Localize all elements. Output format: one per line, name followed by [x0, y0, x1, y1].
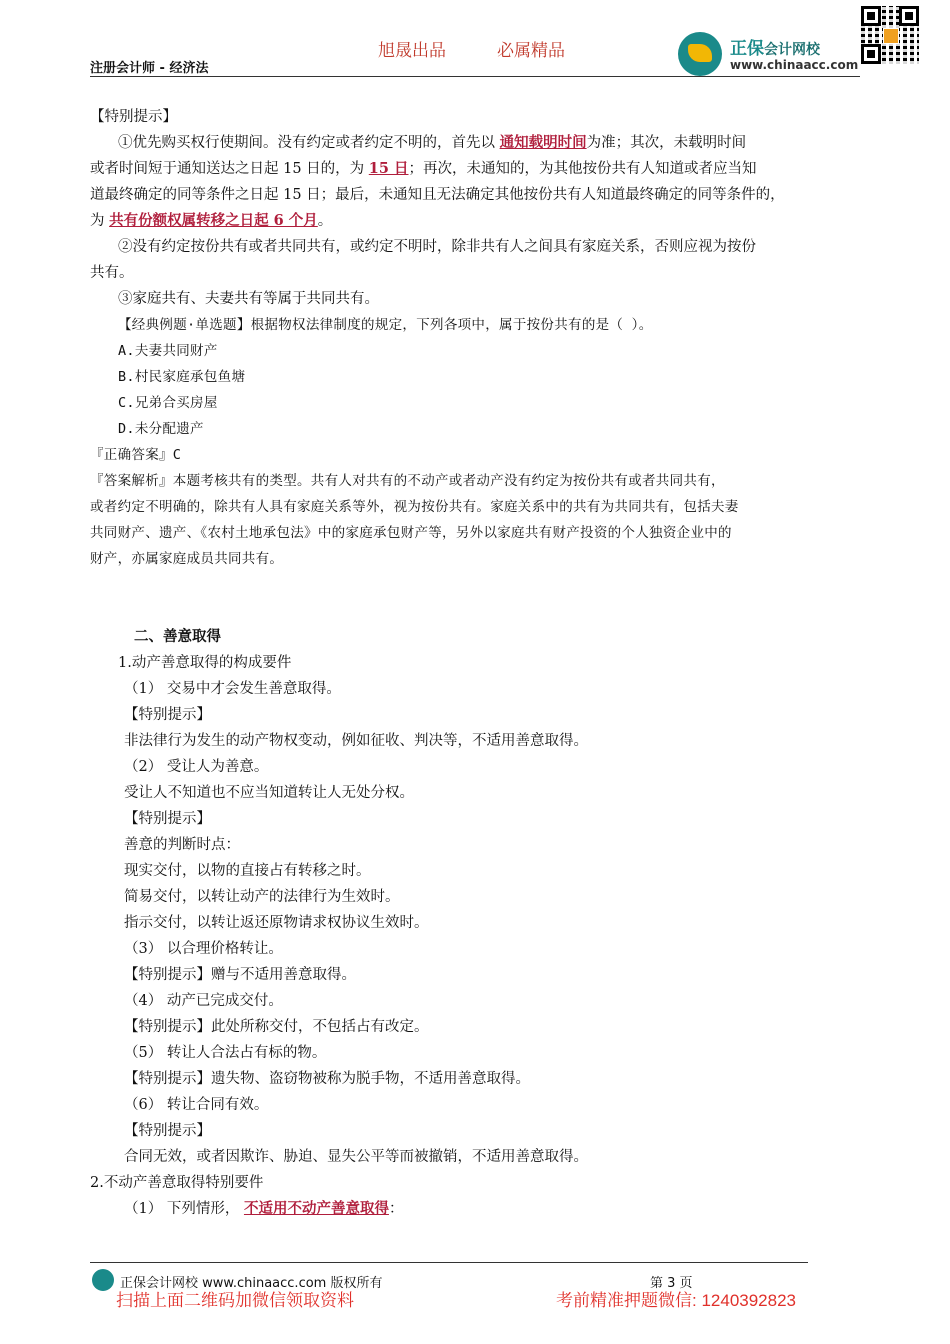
- page-number: 第 3 页: [650, 1276, 693, 1291]
- footer-copyright: 正保会计网校 www.chinaacc.com 版权所有: [120, 1276, 383, 1291]
- req-2-tip-4: 指示交付，以转让返还原物请求权协议生效时。: [124, 915, 429, 931]
- req-6-tip: 【特别提示】: [124, 1123, 211, 1139]
- req-1-tip-text: 非法律行为发生的动产物权变动，例如征收、判决等，不适用善意取得。: [124, 733, 588, 749]
- req-3: （3） 以合理价格转让。: [124, 941, 283, 957]
- req-4: （4） 动产已完成交付。: [124, 993, 283, 1009]
- subsection-1: 1.动产善意取得的构成要件: [118, 655, 292, 671]
- brand-name: 正保会计网校: [730, 39, 820, 59]
- req-5-tip: 【特别提示】遗失物、盗窃物被称为脱手物，不适用善意取得。: [124, 1071, 530, 1087]
- option-a: A.夫妻共同财产: [118, 343, 218, 359]
- tip2-line1: ②没有约定按份共有或者共同共有，或约定不明时，除非共有人之间具有家庭关系，否则应视为按份: [118, 239, 756, 255]
- example-question: 【经典例题·单选题】根据物权法律制度的规定，下列各项中，属于按份共有的是（ ）。: [118, 317, 653, 333]
- highlight-notice-time: 通知载明时间: [499, 134, 587, 151]
- subsection-2: 2.不动产善意取得特别要件: [90, 1175, 264, 1191]
- highlight-not-applicable: 不适用不动产善意取得: [243, 1200, 389, 1217]
- tip3: ③家庭共有、夫妻共有等属于共同共有。: [118, 291, 379, 307]
- req-2-tip-2: 现实交付，以物的直接占有转移之时。: [124, 863, 371, 879]
- req-2-tip: 【特别提示】: [124, 811, 211, 827]
- req-1: （1） 交易中才会发生善意取得。: [124, 681, 341, 697]
- req-2: （2） 受让人为善意。: [124, 759, 269, 775]
- tip1-line3: 道最终确定的同等条件之日起 15 日；最后，未通知且无法确定其他按份共有人知道最终确定的同等条件的，: [90, 187, 785, 203]
- section-heading: 二、善意取得: [134, 628, 221, 645]
- option-d: D.未分配遗产: [118, 421, 204, 437]
- highlight-15-days: 15 日: [368, 160, 409, 177]
- document-title: 注册会计师 - 经济法: [90, 61, 209, 76]
- option-c: C.兄弟合买房屋: [118, 395, 218, 411]
- header-slogan-1: 旭晟出品: [378, 41, 446, 61]
- footer-logo-icon: [92, 1269, 114, 1291]
- tip1-line4: 为 共有份额权属转移之日起 6 个月。: [90, 212, 333, 229]
- promo-right: 考前精准押题微信: 1240392823: [556, 1291, 796, 1310]
- tip1-line1: ①优先购买权行使期间。没有约定或者约定不明的，首先以 通知载明时间为准；其次，未载明时间: [118, 134, 747, 151]
- req-4-tip: 【特别提示】此处所称交付，不包括占有改定。: [124, 1019, 429, 1035]
- req-3-tip: 【特别提示】赠与不适用善意取得。: [124, 967, 356, 983]
- tip2-line2: 共有。: [90, 265, 134, 281]
- brand-url: www.chinaacc.com: [730, 58, 859, 72]
- option-b: B.村民家庭承包鱼塘: [118, 369, 246, 385]
- highlight-6-months: 共有份额权属转移之日起 6 个月: [109, 212, 318, 229]
- real-estate-req-1: （1） 下列情形， 不适用不动产善意取得：: [124, 1200, 404, 1217]
- analysis-line-4: 财产，亦属家庭成员共同共有。: [90, 551, 284, 567]
- analysis-line-3: 共同财产、遗产、《农村土地承包法》中的家庭承包财产等，另外以家庭共有财产投资的个人独资企业中的: [90, 525, 732, 541]
- req-2-tip-3: 简易交付，以转让动产的法律行为生效时。: [124, 889, 400, 905]
- req-2-text: 受让人不知道也不应当知道转让人无处分权。: [124, 785, 414, 801]
- brand-logo-icon: [678, 32, 722, 76]
- req-6-text: 合同无效，或者因欺诈、胁迫、显失公平等而被撤销，不适用善意取得。: [124, 1149, 588, 1165]
- promo-wechat-number: 1240392823: [701, 1291, 796, 1310]
- req-1-tip: 【特别提示】: [124, 707, 211, 723]
- document-body: [90, 104, 865, 1222]
- req-5: （5） 转让人合法占有标的物。: [124, 1045, 327, 1061]
- footer-divider: [90, 1262, 808, 1263]
- req-2-tip-1: 善意的判断时点：: [124, 837, 240, 853]
- promo-left: 扫描上面二维码加微信领取资料: [116, 1291, 354, 1311]
- header-slogan-2: 必属精品: [497, 41, 565, 61]
- tip1-line2: 或者时间短于通知送达之日起 15 日的，为 15 日；再次，未通知的，为其他按份共有人知道或者应当知: [90, 160, 757, 177]
- analysis-line-2: 或者约定不明确的，除共有人具有家庭关系等外，视为按份共有。家庭关系中的共有为共同共有，包括夫妻: [90, 499, 739, 515]
- brand-logo[interactable]: [678, 30, 858, 80]
- tip-heading: 【特别提示】: [90, 109, 177, 125]
- correct-answer: 『正确答案』C: [90, 447, 182, 463]
- req-6: （6） 转让合同有效。: [124, 1097, 269, 1113]
- qr-code-icon[interactable]: [861, 6, 919, 90]
- analysis-line-1: 『答案解析』本题考核共有的类型。共有人对共有的不动产或者动产没有约定为按份共有或者共同共有，: [90, 473, 725, 489]
